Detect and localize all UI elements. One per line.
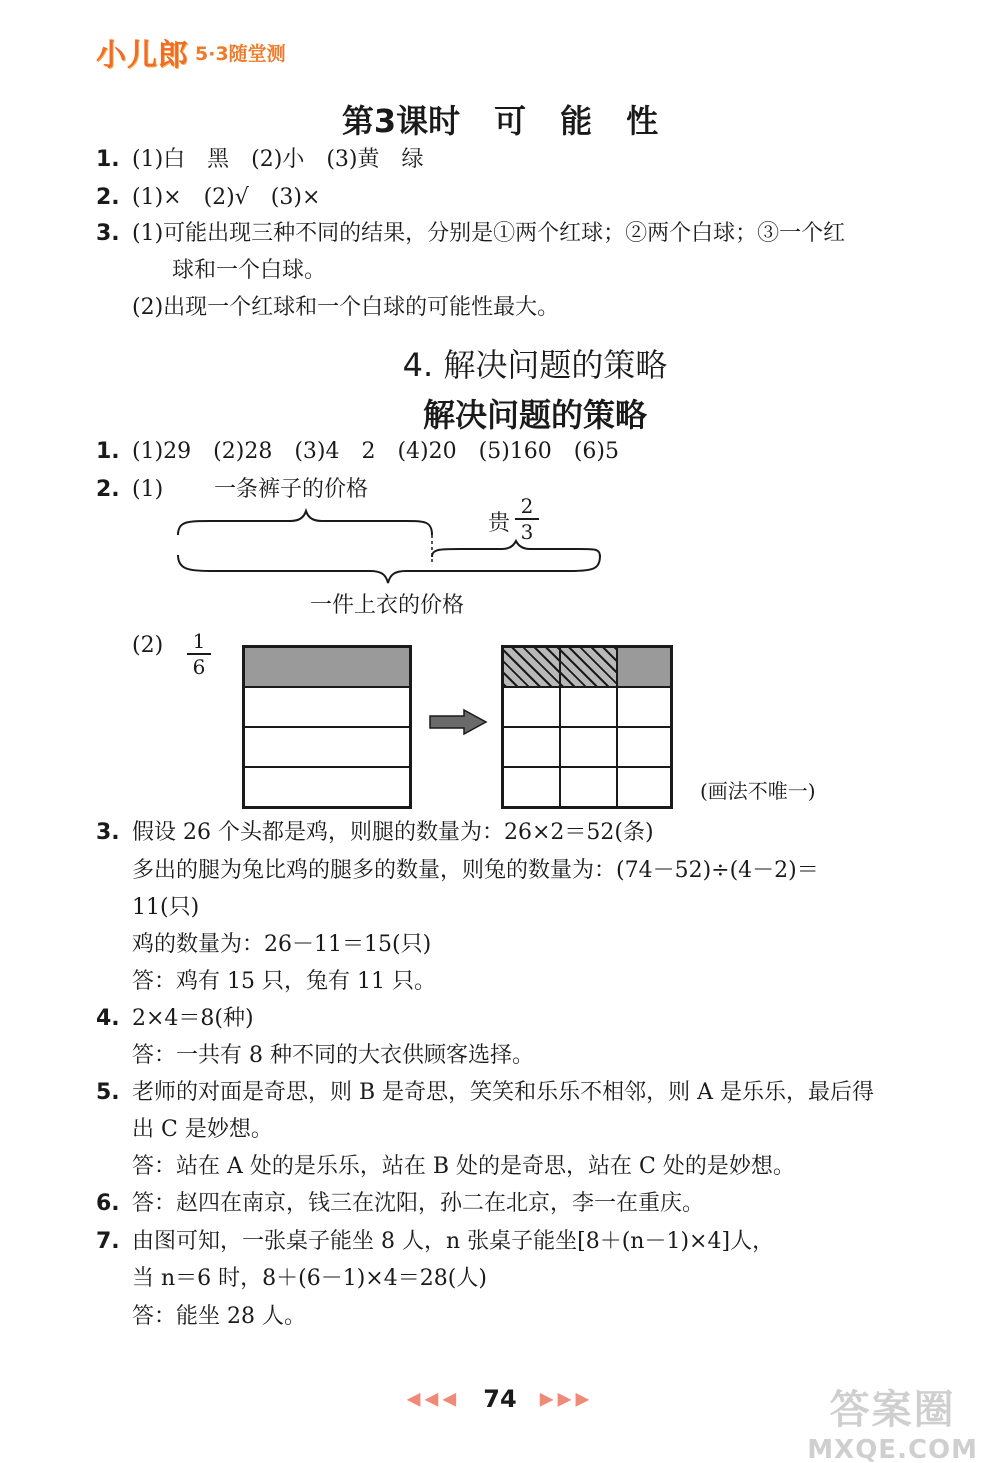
hatched-cell: [560, 647, 617, 687]
item-number: 2.: [96, 477, 120, 502]
grid-cell: [560, 767, 617, 807]
brand-name: 小儿郎: [96, 38, 189, 73]
coat-brace: [178, 555, 600, 583]
answer-line: 多出的腿为兔比鸡的腿多的数量，则兔的数量为：(74－52)÷(4－2)＝: [132, 858, 819, 883]
item-number: 3.: [96, 820, 120, 845]
answer-line: (2)出现一个红球和一个白球的可能性最大。: [132, 295, 560, 320]
item-number: 3.: [96, 221, 120, 246]
grid-row: [244, 687, 410, 727]
right-arrows-icon: ▶▶▶: [539, 1388, 594, 1410]
lesson-title: [0, 96, 1000, 142]
numerator: 2: [520, 494, 534, 518]
shaded-row: [244, 647, 410, 687]
watermark: [807, 1378, 978, 1463]
denominator: 6: [192, 655, 206, 679]
pants-brace: [178, 511, 432, 535]
title-word: 性: [626, 102, 659, 140]
grid-row: [244, 767, 410, 807]
grid-cell: [503, 727, 560, 767]
chapter-title: 4. 解决问题的策略: [402, 346, 668, 384]
grid-cell: [617, 767, 671, 807]
page-number: 74: [483, 1385, 517, 1413]
coat-price-label: 一件上衣的价格: [310, 593, 465, 618]
answer-line: 老师的对面是奇思，则 B 是奇思，笑笑和乐乐不相邻，则 A 是乐乐，最后得: [132, 1080, 875, 1105]
denominator: 3: [520, 520, 534, 544]
answer-line: 答：鸡有 15 只，兔有 11 只。: [132, 969, 436, 994]
segment-diagram: [170, 505, 610, 590]
item-number: 5.: [96, 1080, 120, 1105]
item-number: 6.: [96, 1191, 120, 1216]
answer-line: 2×4＝8(种): [132, 1006, 254, 1031]
item-number: 7.: [96, 1229, 120, 1254]
answer-line: (1)× (2)√ (3)×: [132, 185, 321, 210]
answer-line: (1)白 黑 (2)小 (3)黄 绿: [132, 147, 424, 172]
grid-row: [244, 727, 410, 767]
grid-cell: [503, 687, 560, 727]
grid-cell: [503, 767, 560, 807]
numerator: 1: [192, 629, 206, 653]
lesson-number: 第3课时: [341, 102, 461, 140]
answer-line: 答：赵四在南京，钱三在沈阳，孙二在北京，李一在重庆。: [132, 1191, 705, 1216]
pants-price-label: 一条裤子的价格: [214, 477, 369, 502]
answer-line: 11(只): [132, 895, 200, 920]
lesson-subtitle: 解决问题的策略: [422, 396, 647, 434]
answer-line: (1)可能出现三种不同的结果，分别是①两个红球；②两个白球；③一个红: [132, 221, 846, 246]
answer-line: 答：站在 A 处的是乐乐，站在 B 处的是奇思，站在 C 处的是妙想。: [132, 1154, 795, 1179]
part-label: (1): [132, 477, 164, 502]
more-label: 贵: [488, 511, 511, 536]
item-number: 1.: [96, 439, 120, 464]
answer-line: 鸡的数量为：26－11＝15(只): [132, 932, 432, 957]
item-number: 4.: [96, 1006, 120, 1031]
right-arrow-icon: [428, 708, 488, 736]
grid-cell: [560, 727, 617, 767]
answer-line: 答：一共有 8 种不同的大衣供顾客选择。: [132, 1043, 534, 1068]
answer-line: 答：能坐 28 人。: [132, 1304, 306, 1329]
grid-cell: [617, 727, 671, 767]
drawing-note: (画法不唯一): [700, 779, 816, 803]
brand-logo: [96, 32, 286, 72]
watermark-url: MXQE.COM: [807, 1435, 978, 1463]
part-label: (2): [132, 633, 164, 658]
grid-cell: [617, 687, 671, 727]
answer-line: 假设 26 个头都是鸡，则腿的数量为：26×2＝52(条): [132, 820, 654, 845]
item-number: 2.: [96, 185, 120, 210]
grid-before: [242, 645, 412, 809]
answer-line: 出 C 是妙想。: [132, 1117, 273, 1142]
hatched-cell: [503, 647, 560, 687]
shaded-cell: [617, 647, 671, 687]
answer-line: 当 n＝6 时，8＋(6－1)×4＝28(人): [132, 1266, 487, 1291]
watermark-logo: 答案圈: [829, 1387, 956, 1433]
answer-line: (1)29 (2)28 (3)4 2 (4)20 (5)160 (6)5: [132, 439, 619, 464]
item-number: 1.: [96, 147, 120, 172]
left-arrows-icon: ◀◀◀: [406, 1388, 461, 1410]
series-name: 5·3随堂测: [195, 42, 286, 65]
answer-fraction: [187, 630, 211, 678]
grid-cell: [560, 687, 617, 727]
title-word: 能: [560, 102, 593, 140]
answer-line: 球和一个白球。: [172, 258, 327, 283]
grid-after: [501, 645, 673, 809]
title-word: 可: [494, 102, 527, 140]
extra-brace: [432, 541, 600, 557]
answer-line: 由图可知，一张桌子能坐 8 人，n 张桌子能坐[8＋(n－1)×4]人，: [132, 1229, 775, 1254]
